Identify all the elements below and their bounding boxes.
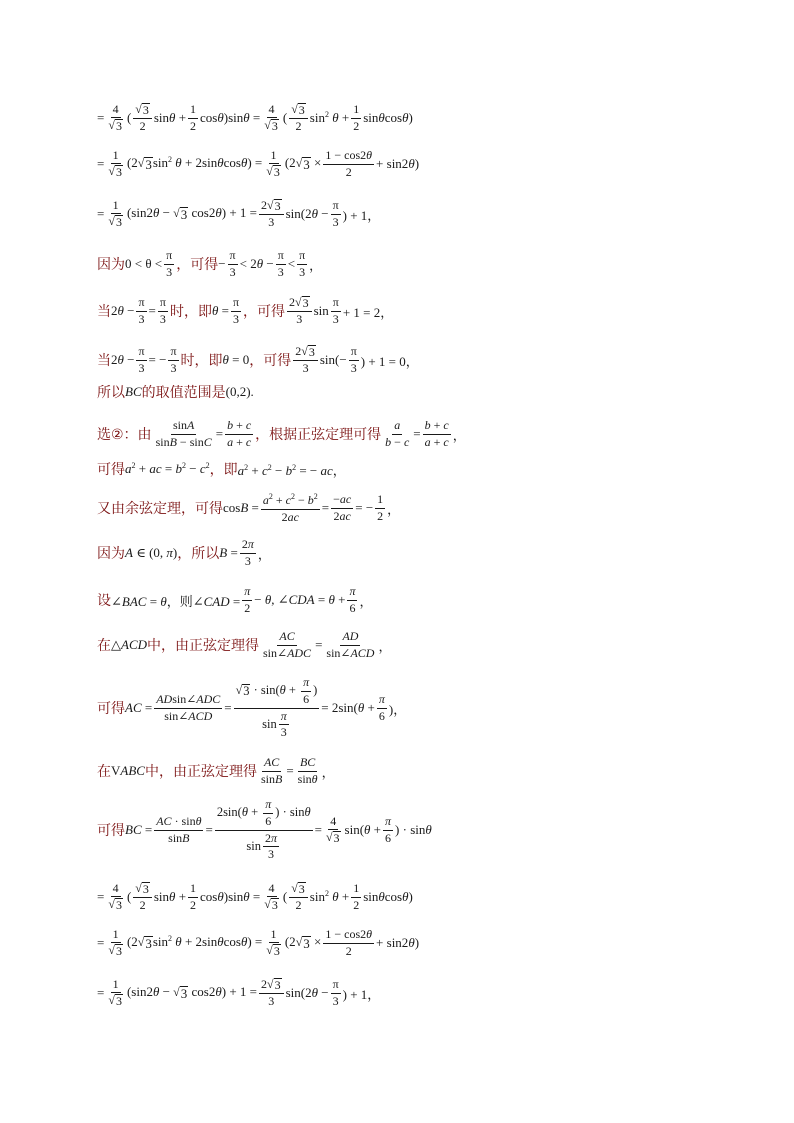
text-line-9: 可得 $a^2$ + ac = $b^2 - c^2$ ，即 $a^2 + c^2 - b^2$ = − ac， bbox=[97, 461, 346, 478]
text-line-5: 当 2θ − $\frac{\pi}{3}$ = $\frac{\pi}{3}$ 时，即 θ = $\frac{\pi}{3}$ ，可得 2 √ 3 3 sin $\frac{\pi}{3}$ + 1 = 2， bbox=[97, 294, 394, 326]
equation-line-1: = 4 √ 3 ( √ 3 2 sinθ + $\frac{1}{2}$ cosθ)sinθ = 4 √ 3 ( √ 3 2 $\sin^2 \theta$ + $\frac{1}{2}$ sinθcosθ) bbox=[97, 101, 413, 134]
equation-line-17: = 4 √ 3 ( √ 3 2 sinθ + $\frac{1}{2}$ cosθ)sinθ = 4 √ 3 ( √ 3 2 $\sin^2 \theta$ + $\frac{1}{2}$ sinθcosθ) bbox=[97, 880, 413, 913]
text-line-8: 选②：由 $\frac{\sin A}{\sin B - \sin C}$ = $\frac{b + c}{a + c}$ ，根据正弦定理可得 $\frac{a}{b - c}$ = $\frac{b + c}{a + c}$ ， bbox=[97, 417, 466, 449]
equation-line-18: = 1 √ 3 (2 √ 3 $\sin^2 \theta + 2\sin\theta\cos\theta$) = 1 √ 3 (2 √ 3 × $\frac{1 - \cos 2\theta}{2}$ + sin2θ) bbox=[97, 926, 420, 959]
text-line-12: 设 ∠BAC = θ，则∠CAD = $\frac{\pi}{2}$ − θ, ∠CDA = θ + $\frac{\pi}{6}$ ， bbox=[97, 583, 373, 615]
text-line-14: 可得 AC = $\frac{\text{ADsin∠ADC}}{\text{sin∠ACD}}$ = √ 3 · sin(θ + $\frac{\pi}{6}$ ) sin $\frac{\pi}{3}$ = 2sin(θ + $\frac{\pi}{6}$ )， bbox=[97, 674, 407, 740]
text-line-11: 因为 A ∈ (0, π) ，所以 B = $\frac{2\pi}{3}$ ， bbox=[97, 536, 271, 568]
text-line-7: 所以 BC 的取值范围是 (0,2) . bbox=[97, 384, 254, 401]
equation-line-2: = 1 √ 3 (2 √ 3 $\sin^2 \theta + 2\sin\theta\cos\theta$) = 1 √ 3 (2 √ 3 × $\frac{1 - \cos 2\theta}{2}$ + sin2θ) bbox=[97, 147, 420, 180]
text-line-15: 在 VABC 中，由正弦定理得 $\frac{AC}{\sin B}$ = $\frac{BC}{\sin\theta}$ ， bbox=[97, 754, 335, 786]
text-line-4: 因为 0 < θ < $\frac{\pi}{3}$ ，可得 − $\frac{\pi}{3}$ < 2θ − $\frac{\pi}{3}$ < $\frac{\pi}{3}$ ， bbox=[97, 247, 323, 279]
text-line-10: 又由余弦定理，可得 cosB = $\frac{a^2 + c^2 - b^2}{2ac}$ = $\frac{-ac}{2ac}$ = − $\frac{1}{2}$ ， bbox=[97, 491, 401, 524]
equation-line-19: = 1 √ 3 (sin2θ − √ 3 cos2θ) + 1 = 2 √ 3 3 sin(2θ − $\frac{\pi}{3}$ ) + 1， bbox=[97, 976, 381, 1009]
text-line-6: 当 2θ − $\frac{\pi}{3}$ = − $\frac{\pi}{3}$ 时，即 θ = 0 ，可得 2 √ 3 3 sin(− $\frac{\pi}{3}$ ) + 1 = 0， bbox=[97, 343, 419, 375]
text-line-13: 在 △ACD 中，由正弦定理得 $\frac{AC}{\text{sin∠ADC}}$ = $\frac{AD}{\text{sin∠ACD}}$ ， bbox=[97, 628, 392, 660]
equation-line-3: = 1 √ 3 (sin2θ − √ 3 cos2θ) + 1 = 2 √ 3 3 sin(2θ − $\frac{\pi}{3}$ ) + 1， bbox=[97, 197, 381, 230]
text-line-16: 可得 BC = $\frac{AC \cdot \sin\theta}{\sin B}$ = 2sin(θ + $\frac{\pi}{6}$ ) · sinθ sin $\frac{2\pi}{3}$ = 4 √ 3 sin(θ + $\frac{\pi}{6}$ ) · sinθ bbox=[97, 796, 432, 862]
